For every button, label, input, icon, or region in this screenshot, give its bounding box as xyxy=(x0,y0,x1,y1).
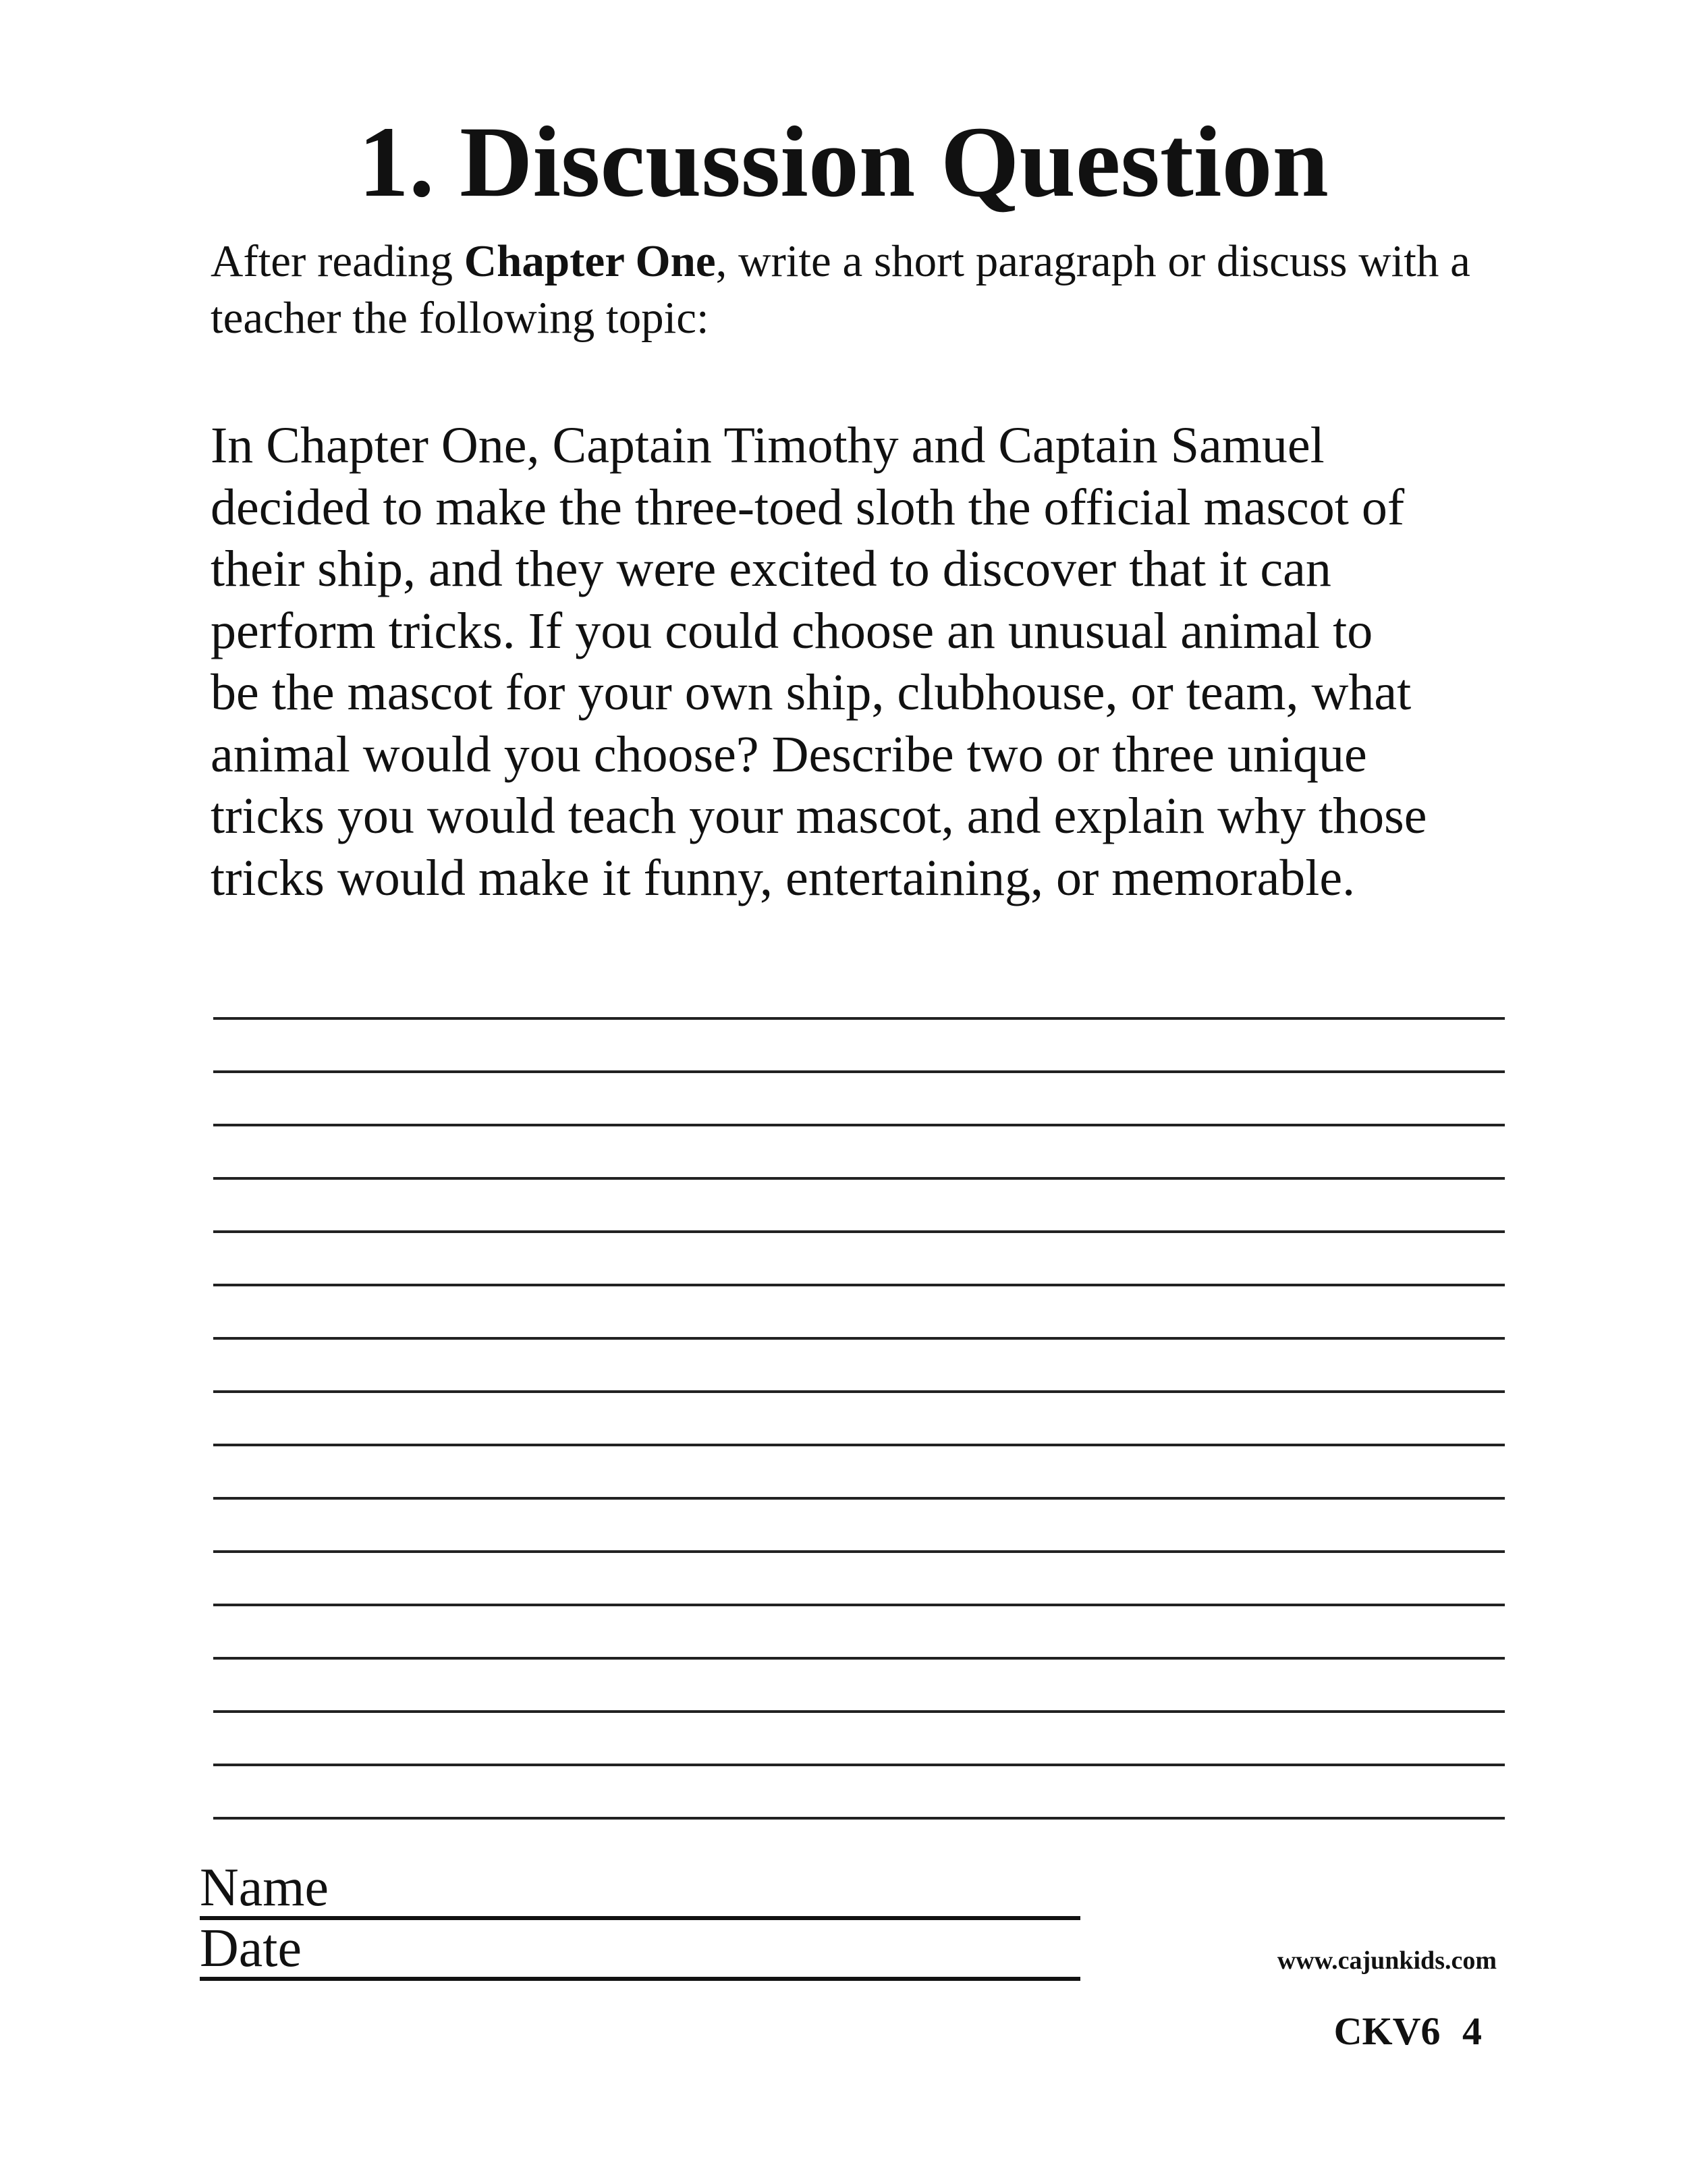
writing-line[interactable] xyxy=(213,1020,1505,1073)
writing-line[interactable] xyxy=(213,1766,1505,1820)
instructions-after: , write a short paragraph or discuss with a teacher the following topic: xyxy=(211,236,1470,343)
date-label: Date xyxy=(200,1919,302,1978)
page-code: CKV6 4 xyxy=(1333,2009,1482,2053)
writing-line[interactable] xyxy=(213,1713,1505,1766)
page-title: 1. Discussion Question xyxy=(358,106,1329,218)
discussion-prompt: In Chapter One, Captain Timothy and Captain Samuel decided to make the three-toed sloth the official mascot of their ship, and they were excited to discover that it can perform tricks. If you could choose an unusual animal to be the mascot for your own ship, clubhouse, or team, what animal would you choose? Describe two or three unique tricks you would teach your mascot, and explain why those tricks would make it funny, entertaining, or memorable. xyxy=(211,417,1427,906)
website-link: www.cajunkids.com xyxy=(1277,1946,1497,1975)
writing-line[interactable] xyxy=(213,1233,1505,1286)
writing-line[interactable] xyxy=(213,1126,1505,1180)
writing-line[interactable] xyxy=(213,1660,1505,1713)
writing-line[interactable] xyxy=(213,1446,1505,1500)
writing-line[interactable] xyxy=(213,966,1505,1020)
writing-line[interactable] xyxy=(213,1340,1505,1393)
instructions-chapter: Chapter One xyxy=(464,236,716,286)
name-field[interactable] xyxy=(200,1859,1080,1920)
writing-line[interactable] xyxy=(213,1180,1505,1233)
instructions xyxy=(211,233,1533,346)
writing-line[interactable] xyxy=(213,1553,1505,1606)
writing-line[interactable] xyxy=(213,1500,1505,1553)
writing-line[interactable] xyxy=(213,1393,1505,1446)
date-field[interactable] xyxy=(200,1920,1080,1981)
writing-area[interactable] xyxy=(213,966,1505,1820)
writing-line[interactable] xyxy=(213,1073,1505,1126)
instructions-before: After reading xyxy=(211,236,464,286)
writing-line[interactable] xyxy=(213,1286,1505,1340)
writing-line[interactable] xyxy=(213,1606,1505,1660)
name-label: Name xyxy=(200,1858,329,1917)
